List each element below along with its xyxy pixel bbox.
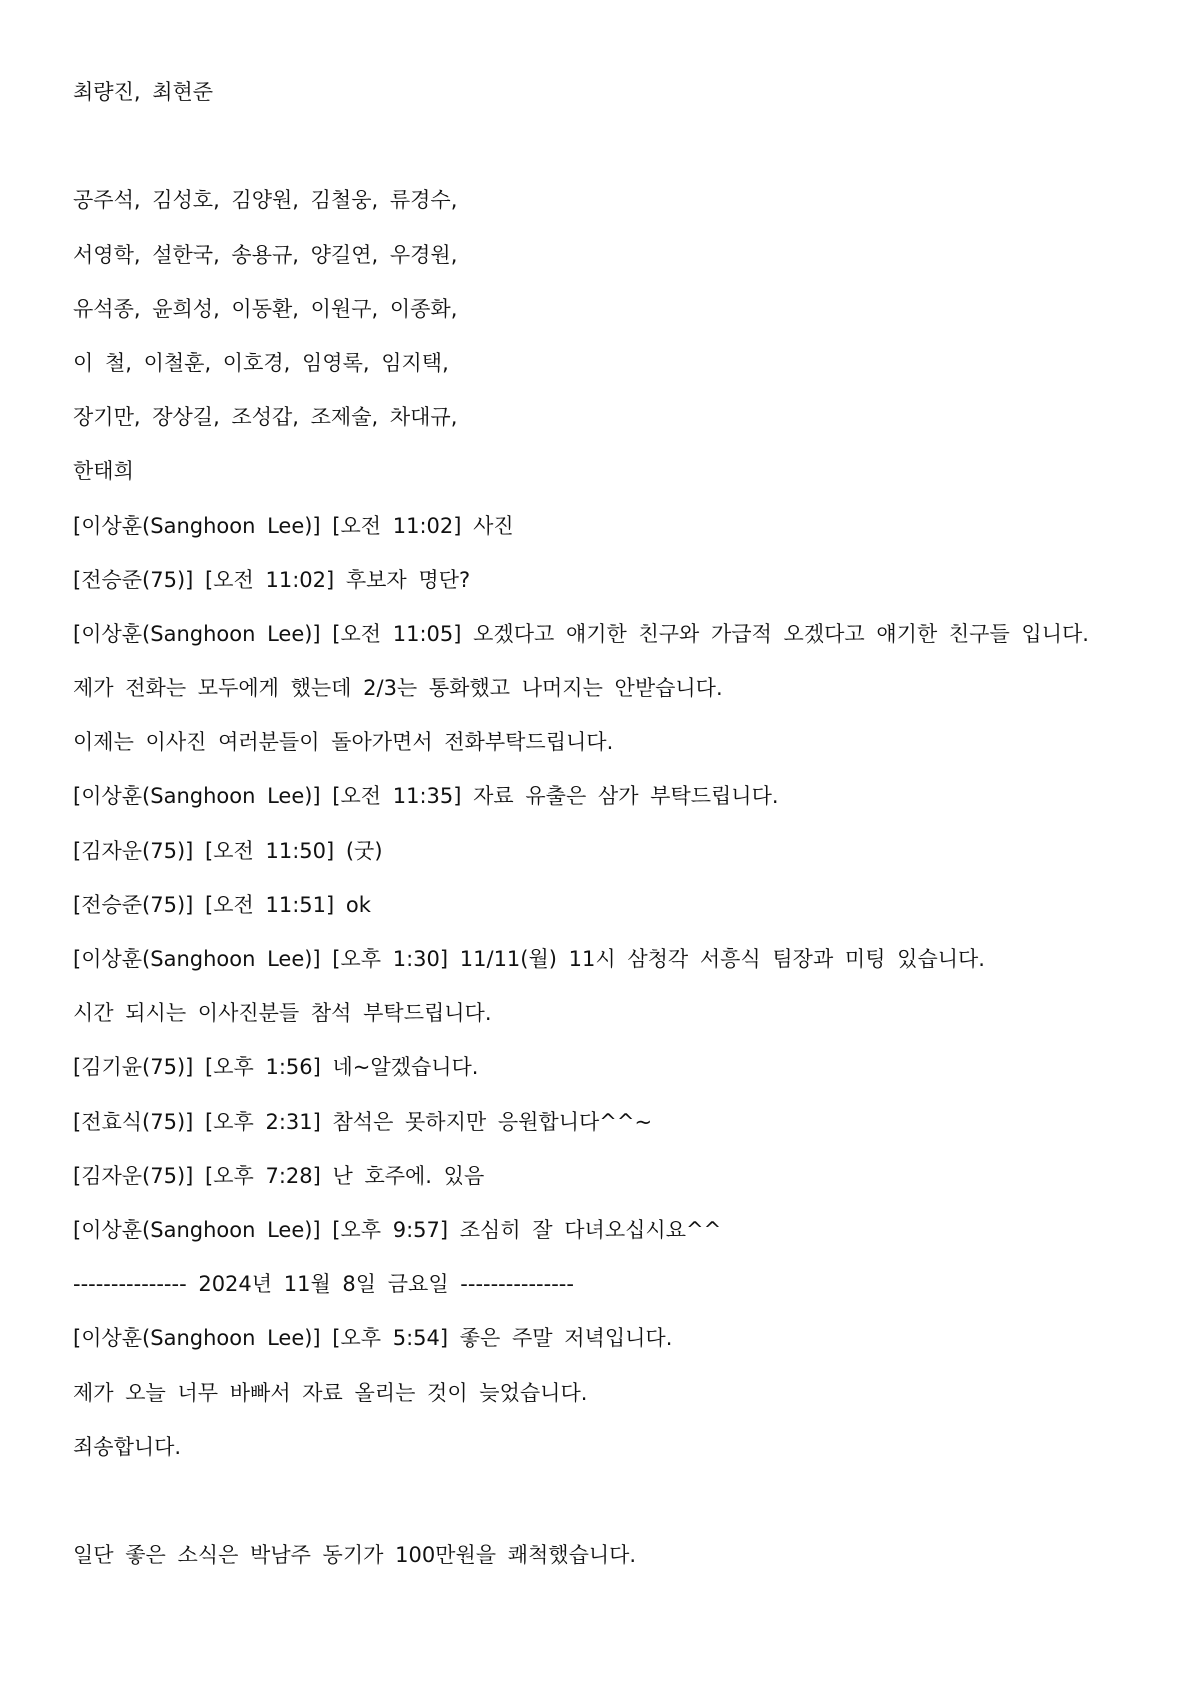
- text-line: 유석종, 윤희성, 이동환, 이원구, 이종화,: [73, 296, 458, 321]
- chat-message: [이상훈(Sanghoon Lee)] [오후 1:30] 11/11(월) 11시 삼청각 서흥식 팀장과 미팅 있습니다.: [73, 947, 985, 971]
- chat-message: [김기윤(75)] [오후 1:56] 네~알겠습니다.: [73, 1055, 479, 1080]
- chat-message-continuation: 일단 좋은 소식은 박남주 동기가 100만원을 쾌척했습니다.: [73, 1543, 637, 1568]
- chat-message: [김자운(75)] [오전 11:50] (굿): [73, 838, 383, 863]
- chat-log-text: [73, 74, 1153, 1591]
- chat-message-continuation: 제가 전화는 모두에게 했는데 2/3는 통화했고 나머지는 안받습니다.: [73, 676, 723, 701]
- chat-message: [이상훈(Sanghoon Lee)] [오전 11:02] 사진: [73, 513, 514, 538]
- date-separator: --------------- 2024년 11월 8일 금요일 ---------------: [73, 1272, 574, 1297]
- chat-message: [이상훈(Sanghoon Lee)] [오전 11:35] 자료 유출은 삼가 부탁드립니다.: [73, 784, 779, 809]
- text-line: 최량진, 최현준: [73, 80, 214, 104]
- blank-line: [73, 1483, 1153, 1537]
- text-line: 서영학, 설한국, 송용규, 양길연, 우경원,: [73, 242, 458, 267]
- chat-message: [전승준(75)] [오전 11:02] 후보자 명단?: [73, 567, 471, 592]
- chat-message-continuation: 제가 오늘 너무 바빠서 자료 올리는 것이 늦었습니다.: [73, 1380, 588, 1405]
- chat-message: [김자운(75)] [오후 7:28] 난 호주에. 있음: [73, 1163, 485, 1188]
- chat-message: [전효식(75)] [오후 2:31] 참석은 못하지만 응원합니다^^~: [73, 1109, 653, 1134]
- blank-line: [73, 128, 1153, 182]
- chat-message: [전승준(75)] [오전 11:51] ok: [73, 892, 371, 917]
- text-line: 한태희: [73, 459, 134, 484]
- chat-message-continuation: 시간 되시는 이사진분들 참석 부탁드립니다.: [73, 1001, 492, 1026]
- text-line: 공주석, 김성호, 김양원, 김철웅, 류경수,: [73, 188, 458, 213]
- text-line: 이 철, 이철훈, 이호경, 임영록, 임지택,: [73, 350, 449, 375]
- text-line: 장기만, 장상길, 조성갑, 조제술, 차대규,: [73, 405, 458, 430]
- chat-message: [이상훈(Sanghoon Lee)] [오후 9:57] 조심히 잘 다녀오십시요^^: [73, 1217, 722, 1242]
- chat-message: [이상훈(Sanghoon Lee)] [오전 11:05] 오겠다고 얘기한 친구와 가급적 오겠다고 얘기한 친구들 입니다.: [73, 621, 1089, 646]
- chat-message: [이상훈(Sanghoon Lee)] [오후 5:54] 좋은 주말 저녁입니다.: [73, 1326, 673, 1351]
- chat-message-continuation: 이제는 이사진 여러분들이 돌아가면서 전화부탁드립니다.: [73, 730, 614, 755]
- chat-message-continuation: 죄송합니다.: [73, 1434, 182, 1459]
